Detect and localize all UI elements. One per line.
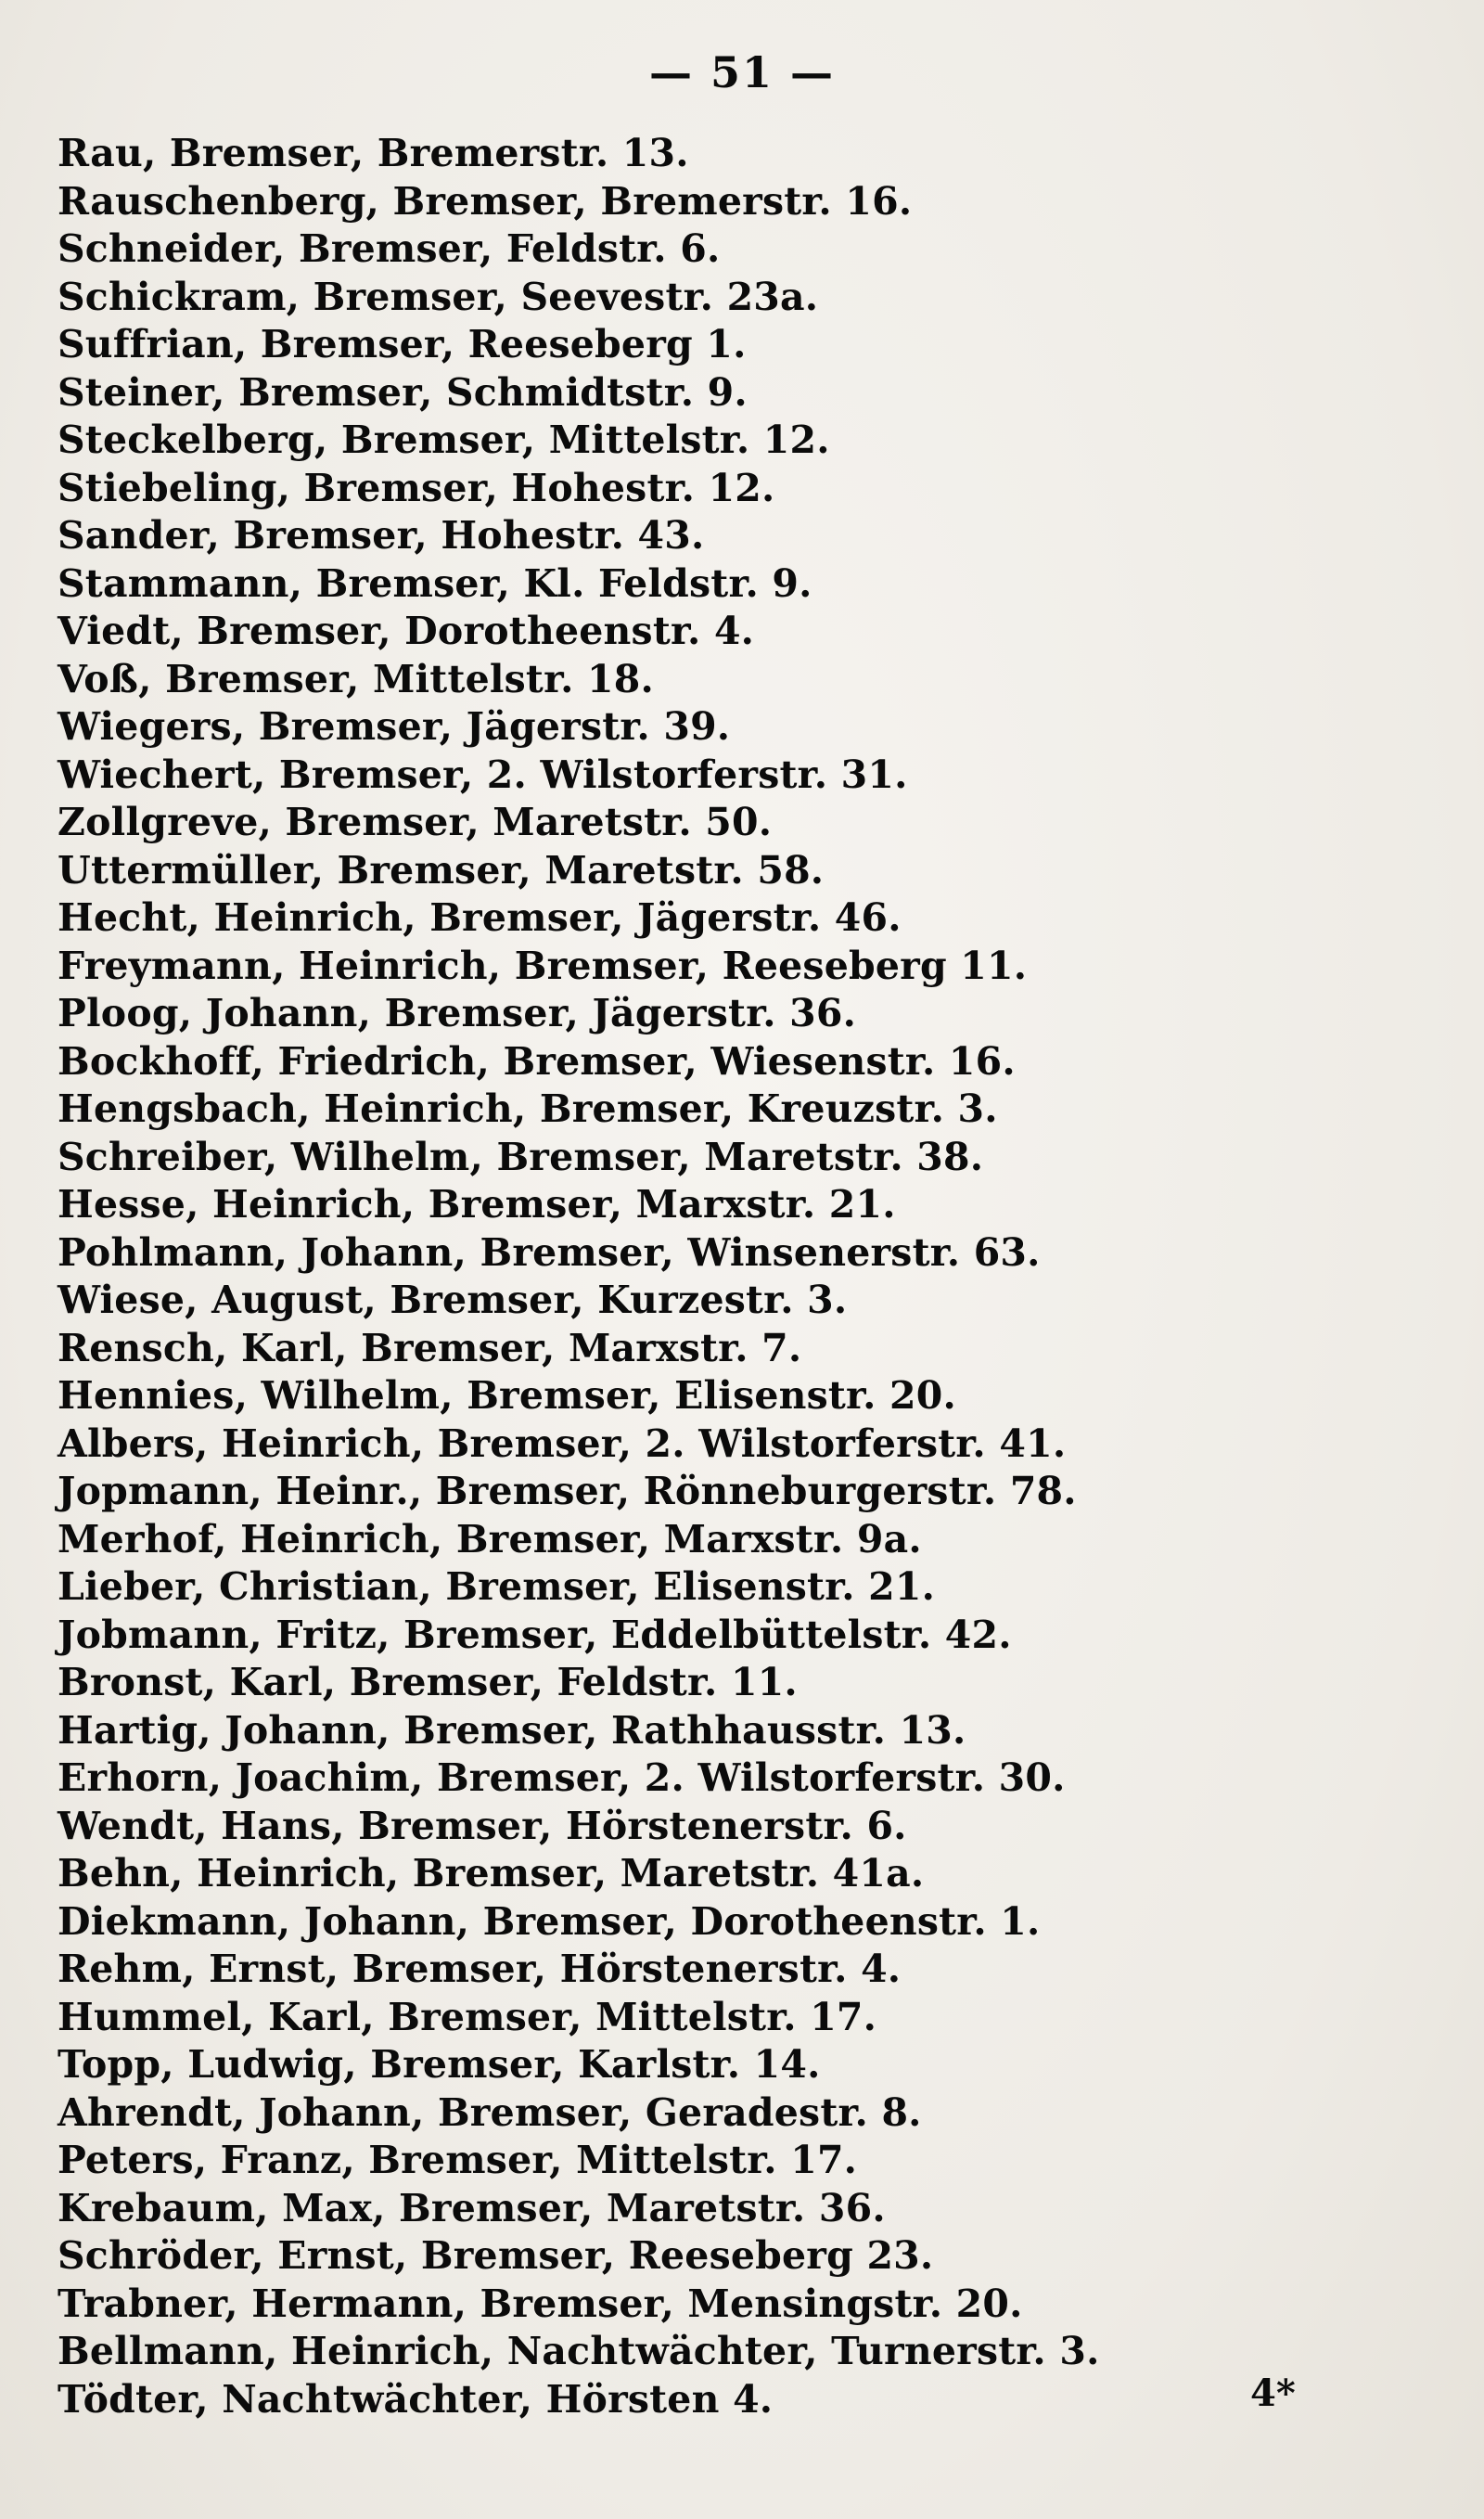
list-item: Hartig, Johann, Bremser, Rathhausstr. 13.	[58, 1707, 966, 1753]
list-item: Behn, Heinrich, Bremser, Maretstr. 41a.	[58, 1851, 925, 1896]
list-item: Rensch, Karl, Bremser, Marxstr. 7.	[58, 1325, 802, 1370]
list-item: Pohlmann, Johann, Bremser, Winsenerstr. 63.	[58, 1229, 1041, 1275]
list-item: Schickram, Bremser, Seevestr. 23a.	[58, 274, 819, 319]
list-item: Wiegers, Bremser, Jägerstr. 39.	[58, 704, 731, 749]
list-item: Merhof, Heinrich, Bremser, Marxstr. 9a.	[58, 1516, 922, 1562]
list-item: Schreiber, Wilhelm, Bremser, Maretstr. 38.	[58, 1134, 984, 1179]
list-item: Ploog, Johann, Bremser, Jägerstr. 36.	[58, 991, 857, 1035]
list-item: Krebaum, Max, Bremser, Maretstr. 36.	[58, 2185, 886, 2230]
list-item: Suffrian, Bremser, Reeseberg 1.	[58, 322, 747, 366]
list-item: Schneider, Bremser, Feldstr. 6.	[58, 226, 721, 271]
list-item: Peters, Franz, Bremser, Mittelstr. 17.	[58, 2138, 858, 2182]
list-item: Hennies, Wilhelm, Bremser, Elisenstr. 20.	[58, 1373, 956, 1418]
list-item: Hecht, Heinrich, Bremser, Jägerstr. 46.	[58, 895, 902, 940]
list-item: Jobmann, Fritz, Bremser, Eddelbüttelstr. 42.	[58, 1612, 1012, 1657]
list-item: Rauschenberg, Bremser, Bremerstr. 16.	[58, 178, 913, 224]
list-item: Hengsbach, Heinrich, Bremser, Kreuzstr. 3.	[58, 1086, 998, 1131]
list-item: Ahrendt, Johann, Bremser, Geradestr. 8.	[58, 2089, 922, 2135]
list-item: Lieber, Christian, Bremser, Elisenstr. 21.	[58, 1564, 936, 1609]
list-item: Sander, Bremser, Hohestr. 43.	[58, 513, 705, 558]
list-item: Uttermüller, Bremser, Maretstr. 58.	[58, 847, 825, 893]
list-item: Bellmann, Heinrich, Nachtwächter, Turnerstr. 3.	[58, 2329, 1100, 2373]
list-item: Erhorn, Joachim, Bremser, 2. Wilstorferstr. 30.	[58, 1755, 1066, 1800]
list-item: Steiner, Bremser, Schmidtstr. 9.	[58, 369, 748, 415]
list-item: Diekmann, Johann, Bremser, Dorotheenstr. 1.	[58, 1898, 1041, 1944]
list-item: Wiese, August, Bremser, Kurzestr. 3.	[58, 1278, 848, 1322]
list-item: Hummel, Karl, Bremser, Mittelstr. 17.	[58, 1994, 877, 2039]
signature-mark: 4*	[1250, 2371, 1296, 2415]
list-item: Bronst, Karl, Bremser, Feldstr. 11.	[58, 1660, 798, 1704]
list-item: Viedt, Bremser, Dorotheenstr. 4.	[58, 609, 755, 653]
list-item: Albers, Heinrich, Bremser, 2. Wilstorferstr. 41.	[58, 1420, 1067, 1466]
list-item: Rau, Bremser, Bremerstr. 13.	[58, 131, 689, 175]
list-item: Steckelberg, Bremser, Mittelstr. 12.	[58, 418, 830, 462]
list-item: Stammann, Bremser, Kl. Feldstr. 9.	[58, 560, 812, 606]
list-item: Hesse, Heinrich, Bremser, Marxstr. 21.	[58, 1182, 896, 1227]
list-item: Schröder, Ernst, Bremser, Reeseberg 23.	[58, 2233, 934, 2278]
list-item: Wendt, Hans, Bremser, Hörstenerstr. 6.	[58, 1803, 907, 1848]
list-item: Trabner, Hermann, Bremser, Mensingstr. 20.	[58, 2281, 1023, 2326]
list-item: Rehm, Ernst, Bremser, Hörstenerstr. 4.	[58, 1947, 902, 1991]
page-number: — 51 —	[648, 47, 836, 97]
list-item: Topp, Ludwig, Bremser, Karlstr. 14.	[58, 2042, 821, 2087]
directory-list	[58, 130, 1412, 2423]
list-item: Bockhoff, Friedrich, Bremser, Wiesenstr. 16.	[58, 1038, 1016, 1084]
list-item: Zollgreve, Bremser, Maretstr. 50.	[58, 800, 773, 844]
list-item: Freymann, Heinrich, Bremser, Reeseberg 11.	[58, 943, 1028, 988]
list-item: Stiebeling, Bremser, Hohestr. 12.	[58, 465, 775, 510]
list-item: Jopmann, Heinr., Bremser, Rönneburgerstr. 78.	[58, 1469, 1077, 1513]
list-item: Wiechert, Bremser, 2. Wilstorferstr. 31.	[58, 752, 908, 797]
list-item: Tödter, Nachtwächter, Hörsten 4.	[58, 2376, 774, 2422]
list-item: Voß, Bremser, Mittelstr. 18.	[58, 656, 654, 701]
